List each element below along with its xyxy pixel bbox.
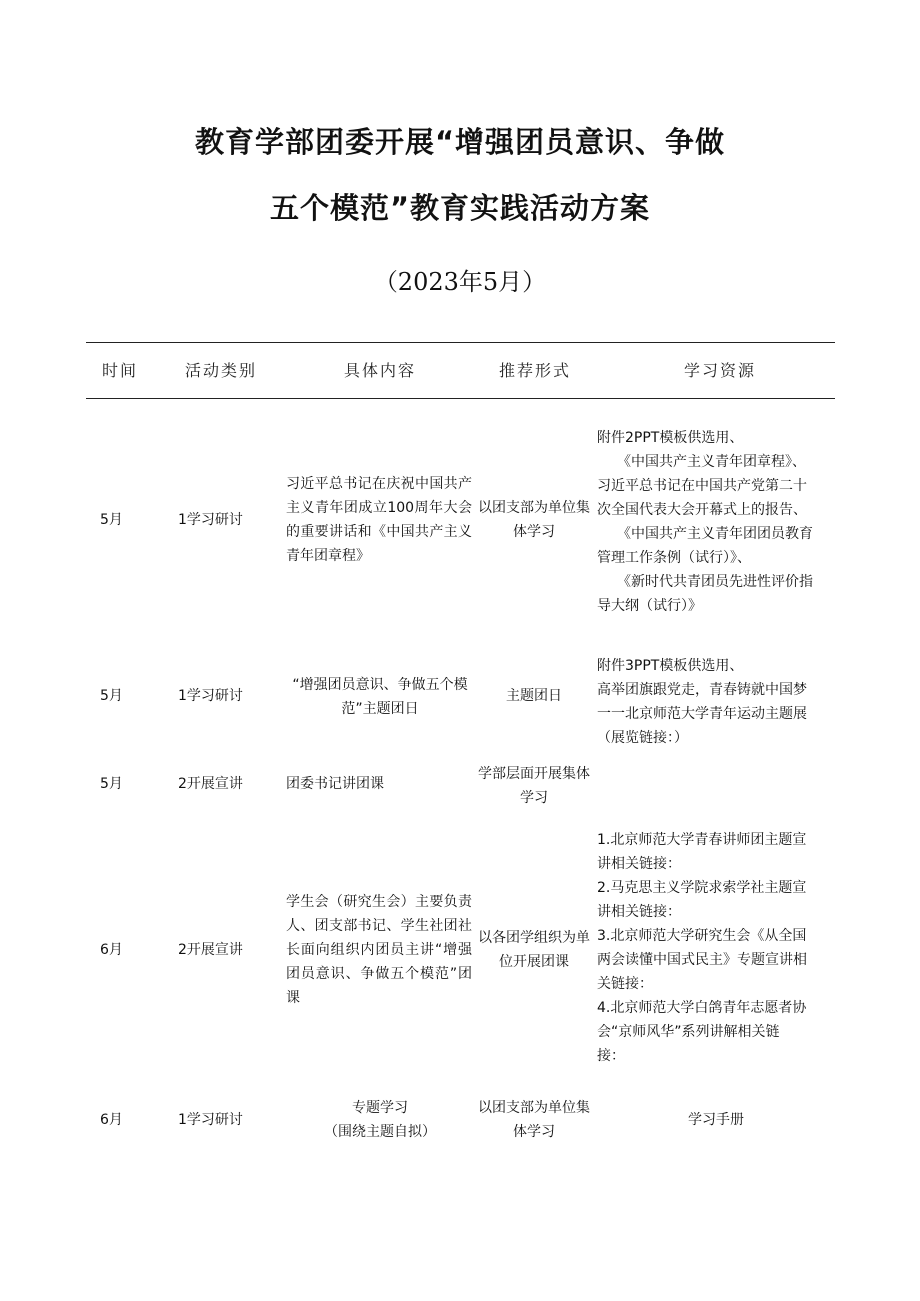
resource-line: 《中国共产主义青年团章程》、 <box>617 454 806 470</box>
resource-line: 4.北京师范大学白鸽青年志愿者协 <box>597 1000 807 1016</box>
resource-line: 《中国共产主义青年团团员教育 <box>617 526 813 542</box>
resource-line: 高举团旗跟党走，青春铸就中国梦 <box>597 682 807 698</box>
resource-line: （展览链接：） <box>597 730 688 746</box>
cell-content: 习近平总书记在庆祝中国共产主义青年团成立100周年大会的重要讲话和《中国共产主义青年团章程》 <box>286 476 472 564</box>
resource-line: 讲相关链接： <box>597 856 681 872</box>
cell-format: 以团支部为单位集体学习 <box>478 500 590 540</box>
resource-line: 习近平总书记在中国共产党第二十 <box>597 478 807 494</box>
header-category: 活动类别 <box>184 361 257 380</box>
cell-content: 团委书记讲团课 <box>286 776 384 792</box>
resource-line: 管理工作条例（试行）》、 <box>597 550 751 566</box>
cell-resources <box>597 654 835 750</box>
resource-line: 3.北京师范大学研究生会《从全国 <box>597 928 807 944</box>
cell-resources <box>597 426 835 618</box>
cell-time: 5月 <box>100 776 123 792</box>
title-line-1: 教育学部团委开展“增强团员意识、争做 <box>194 125 726 159</box>
content-line: （围绕主题自拟） <box>324 1124 436 1140</box>
cell-time: 5月 <box>100 512 123 528</box>
content-line: 专题学习 <box>352 1100 408 1116</box>
cell-content: 学生会（研究生会）主要负责人、团支部书记、学生社团社长面向组织内团员主讲“增强团员意识、争做五个模范”团课 <box>286 894 472 1006</box>
table-header-rule <box>86 398 835 399</box>
cell-category: 2开展宣讲 <box>178 942 243 958</box>
resource-line: 附件2PPT模板供选用、 <box>597 430 744 446</box>
resource-line: 接： <box>597 1048 625 1064</box>
cell-time: 5月 <box>100 688 123 704</box>
subtitle-date: （2023年5月） <box>373 268 547 296</box>
cell-category: 2开展宣讲 <box>178 776 243 792</box>
header-content: 具体内容 <box>343 361 416 380</box>
resource-line: 一一北京师范大学青年运动主题展 <box>597 706 807 722</box>
header-time: 时间 <box>101 361 138 380</box>
header-format: 推荐形式 <box>498 361 571 380</box>
cell-time: 6月 <box>100 1112 123 1128</box>
cell-format: 主题团日 <box>506 688 562 704</box>
resource-line: 关链接： <box>597 976 653 992</box>
resource-line: 学习手册 <box>688 1112 744 1128</box>
cell-category: 1学习研讨 <box>178 1112 243 1128</box>
resource-line: 2.马克思主义学院求索学社主题宣 <box>597 880 807 896</box>
cell-time: 6月 <box>100 942 123 958</box>
resource-line: 1.北京师范大学青春讲师团主题宣 <box>597 832 807 848</box>
resource-line: 附件3PPT模板供选用、 <box>597 658 744 674</box>
cell-content: “增强团员意识、争做五个模范”主题团日 <box>292 677 468 717</box>
header-resources: 学习资源 <box>683 361 756 380</box>
cell-category: 1学习研讨 <box>178 512 243 528</box>
cell-resources <box>597 828 835 1068</box>
title-line-2: 五个模范”教育实践活动方案 <box>269 191 651 225</box>
cell-resources <box>597 1108 835 1132</box>
cell-format: 以各团学组织为单位开展团课 <box>478 930 590 970</box>
resource-line: 会“京师风华”系列讲解相关链 <box>597 1024 780 1040</box>
table-top-rule <box>86 342 835 343</box>
resource-line: 导大纲（试行）》 <box>597 598 702 614</box>
resource-line: 《新时代共青团员先进性评价指 <box>617 574 813 590</box>
cell-category: 1学习研讨 <box>178 688 243 704</box>
cell-content <box>292 1096 468 1144</box>
resource-line: 两会读懂中国式民主》专题宣讲相 <box>597 952 807 968</box>
resource-line: 次全国代表大会开幕式上的报告、 <box>597 502 807 518</box>
resource-line: 讲相关链接： <box>597 904 681 920</box>
cell-format: 以团支部为单位集体学习 <box>478 1100 590 1140</box>
cell-format: 学部层面开展集体学习 <box>478 766 590 806</box>
